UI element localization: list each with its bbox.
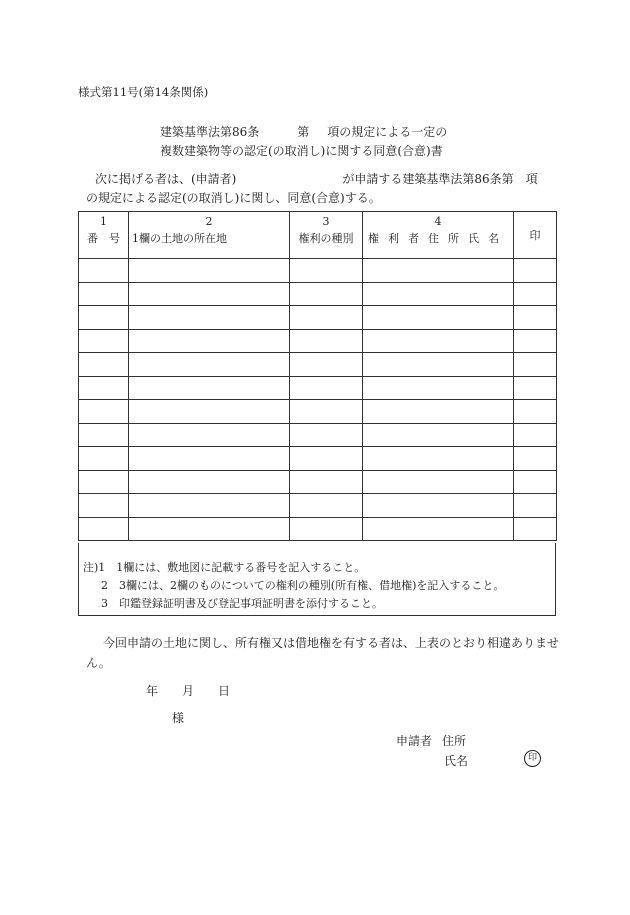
cell-number[interactable] [79,282,129,306]
cell-number[interactable] [79,447,129,471]
form-title-line2: 複数建築物等の認定(の取消し)に関する同意(合意)書 [160,144,443,158]
cell-right-type[interactable] [290,423,363,447]
note-item: 3 印鑑登録証明書及び登記事項証明書を添付すること。 [101,597,383,610]
table-header-row [79,212,557,259]
note-item: 2 3欄には、2欄のものについての権利の種別(所有権、借地権)を記入すること。 [101,579,505,592]
table-row [79,306,557,330]
applicant-label: 申請者 [396,734,433,748]
cell-seal[interactable] [514,259,557,283]
date-year: 年 [146,684,159,698]
table-row [79,376,557,400]
header-location-index: 2 [205,215,213,228]
cell-number[interactable] [79,306,129,330]
cell-right-type[interactable] [290,470,363,494]
cell-number[interactable] [79,353,129,377]
cell-location[interactable] [129,400,290,424]
intro-law-reference: が申請する建築基準法第86条第 [342,172,514,186]
cell-number[interactable] [79,400,129,424]
cell-right-type[interactable] [290,282,363,306]
rights-holder-table [78,211,557,541]
date-line [146,682,230,699]
table-row [79,470,557,494]
address-label: 住所 [442,734,467,748]
cell-location[interactable] [129,517,290,541]
cell-holder[interactable] [363,282,514,306]
header-number-label: 番 号 [87,232,120,245]
date-month: 月 [182,684,195,698]
cell-location[interactable] [129,259,290,283]
date-day: 日 [218,684,231,698]
form-title-line1 [160,123,447,140]
cell-location[interactable] [129,423,290,447]
table-body [79,259,557,541]
cell-holder[interactable] [363,494,514,518]
cell-right-type[interactable] [290,494,363,518]
cell-holder[interactable] [363,353,514,377]
table-row [79,517,557,541]
cell-holder[interactable] [363,329,514,353]
cell-holder[interactable] [363,400,514,424]
table-row [79,259,557,283]
header-holder-label: 権利者住所氏名 [368,232,508,245]
declaration-line2: ん。 [86,656,111,670]
table-row [79,423,557,447]
cell-seal[interactable] [514,494,557,518]
cell-number[interactable] [79,470,129,494]
header-seal-label: 印 [529,229,541,242]
header-holder-index: 4 [434,215,442,228]
cell-location[interactable] [129,494,290,518]
cell-number[interactable] [79,329,129,353]
header-holder [363,212,514,259]
cell-seal[interactable] [514,306,557,330]
header-right-type-label: 権利の種別 [298,232,354,245]
cell-holder[interactable] [363,470,514,494]
cell-right-type[interactable] [290,517,363,541]
cell-location[interactable] [129,353,290,377]
cell-number[interactable] [79,259,129,283]
cell-right-type[interactable] [290,306,363,330]
table-row [79,353,557,377]
cell-right-type[interactable] [290,329,363,353]
cell-seal[interactable] [514,400,557,424]
cell-right-type[interactable] [290,376,363,400]
cell-seal[interactable] [514,423,557,447]
addressee-suffix: 様 [172,711,185,725]
cell-right-type[interactable] [290,447,363,471]
header-right-type [290,212,363,259]
title-law-article: 建築基準法第86条 [160,125,260,139]
cell-location[interactable] [129,329,290,353]
header-location [129,212,290,259]
header-number [79,212,129,259]
cell-location[interactable] [129,470,290,494]
table-row [79,329,557,353]
intro-applicant-label: 次に掲げる者は、(申請者) [95,172,237,186]
table-row [79,447,557,471]
table-row [79,400,557,424]
cell-right-type[interactable] [290,259,363,283]
cell-holder[interactable] [363,447,514,471]
title-section-suffix: 項の規定による一定の [327,125,448,139]
header-seal [514,212,557,259]
cell-number[interactable] [79,494,129,518]
header-number-index: 1 [100,215,107,228]
form-number: 様式第11号(第14条関係) [78,85,209,99]
cell-holder[interactable] [363,306,514,330]
intro-line2: の規定による認定(の取消し)に関し、同意(合意)する。 [86,191,381,205]
cell-location[interactable] [129,282,290,306]
cell-seal[interactable] [514,282,557,306]
cell-seal[interactable] [514,329,557,353]
cell-seal[interactable] [514,447,557,471]
intro-line1 [95,170,538,187]
title-section-label: 第 [297,125,310,139]
cell-seal[interactable] [514,470,557,494]
cell-location[interactable] [129,306,290,330]
cell-seal[interactable] [514,376,557,400]
cell-right-type[interactable] [290,353,363,377]
cell-holder[interactable] [363,423,514,447]
cell-location[interactable] [129,376,290,400]
header-right-type-index: 3 [322,215,330,228]
cell-right-type[interactable] [290,400,363,424]
table-row [79,494,557,518]
note-item: 注)1 1欄には、敷地図に記載する番号を記入すること。 [83,561,366,574]
cell-number[interactable] [79,517,129,541]
intro-section-suffix: 項 [525,172,538,186]
header-location-label: 1欄の土地の所在地 [132,232,227,245]
cell-holder[interactable] [363,259,514,283]
declaration-line1: 今回申請の土地に関し、所有権又は借地権を有する者は、上表のとおり相違ありませ [103,636,560,650]
cell-number[interactable] [79,423,129,447]
cell-seal[interactable] [514,353,557,377]
cell-seal[interactable] [514,517,557,541]
notes-box [78,543,556,616]
applicant-name-label: 氏名 [444,754,469,768]
cell-number[interactable] [79,376,129,400]
table-row [79,282,557,306]
cell-location[interactable] [129,447,290,471]
cell-holder[interactable] [363,376,514,400]
seal-mark: 印 [524,750,541,767]
cell-holder[interactable] [363,517,514,541]
applicant-address-line [396,732,466,749]
